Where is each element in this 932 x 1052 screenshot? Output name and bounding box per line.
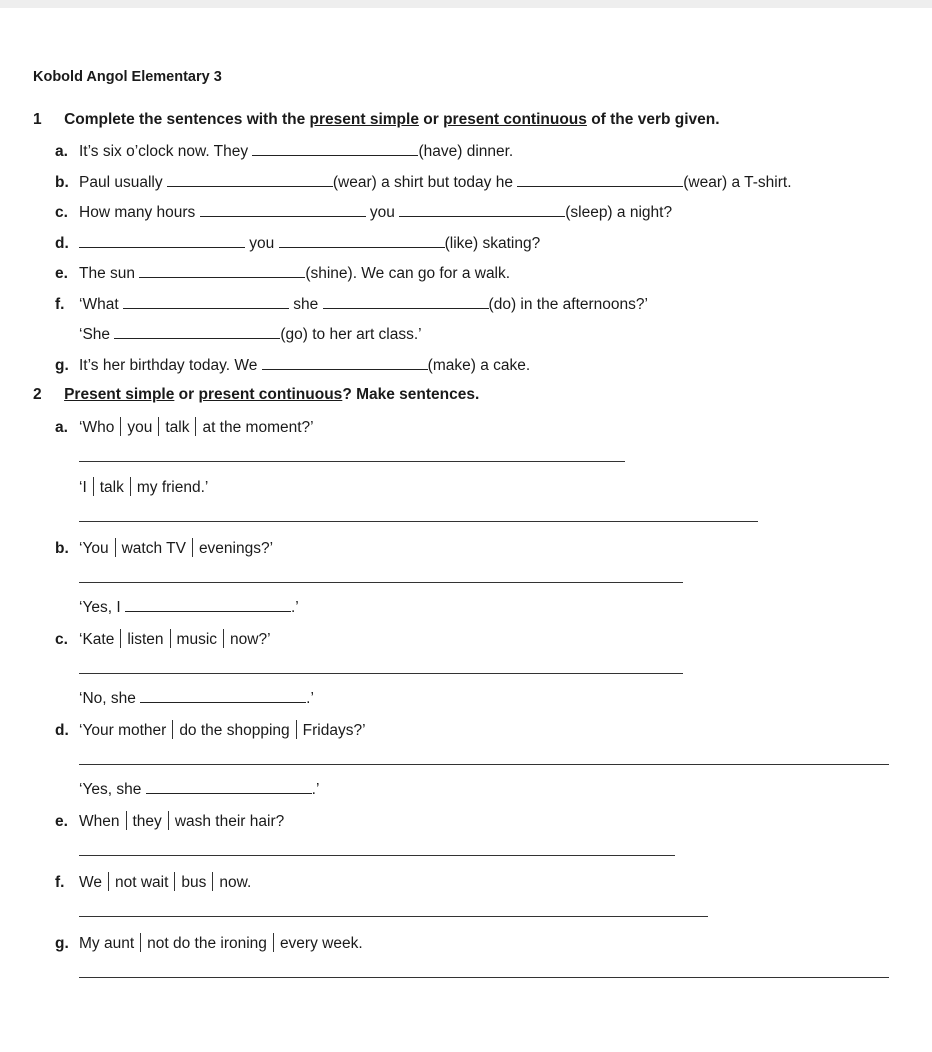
sentence-text: (shine). We can go for a walk. [305,265,511,282]
answer-line[interactable] [79,521,758,522]
word-separator [115,538,116,557]
sentence-text: ‘No, she [79,690,141,707]
sentence-text: .’ [306,690,314,707]
word-separator [296,720,297,739]
word-prompt: talk [99,479,124,496]
exercise-2-instruction-underline-1: Present simple [64,386,175,403]
sentence-text: ‘What [79,296,123,313]
item-label: f. [55,874,65,891]
word-separator [120,629,121,648]
ex1-item-g [55,356,530,375]
ex1-item-a [55,142,513,161]
exercise-2-number: 2 [33,386,42,403]
word-prompt: do the shopping [179,722,290,739]
exercise-1-instruction-underline-2: present continuous [443,111,587,128]
exercise-1-number: 1 [33,111,42,128]
sentence-text: (go) to her art class.’ [280,326,422,343]
sentence-text: It’s her birthday today. We [79,357,262,374]
word-separator [130,477,131,496]
sentence-text: ‘Yes, I [79,599,125,616]
sentence-text: ‘Yes, she [79,781,146,798]
word-prompt: ‘You [79,540,109,557]
sentence-text: ‘She [79,326,115,343]
item-label: c. [55,204,68,221]
answer-blank[interactable] [399,203,565,217]
ex1-item-b [55,173,792,192]
word-prompt: music [176,631,218,648]
sentence-text: you [365,204,400,221]
answer-blank[interactable] [279,234,445,248]
ex1-item-c [55,203,672,222]
sentence-text: How many hours [79,204,200,221]
word-separator [168,811,169,830]
sentence-text: It’s six o’clock now. They [79,143,253,160]
word-prompt: bus [181,874,207,891]
word-prompt: ‘Who [79,419,115,436]
exercise-1-instruction-post: of the verb given. [586,111,720,128]
ex1-item-d [55,234,540,253]
answer-line[interactable] [79,582,683,583]
document-title: Kobold Angol Elementary 3 [33,69,222,85]
ex1-item-f [55,295,648,314]
ex2-item-a-response [79,477,208,497]
exercise-1-instruction-underline-1: present simple [309,111,419,128]
sentence-text: (do) in the afternoons?’ [488,296,648,313]
ex1-item-f-response [79,325,422,344]
word-separator [212,872,213,891]
word-separator [158,417,159,436]
word-prompt: ‘Kate [79,631,115,648]
word-prompt: Fridays?’ [302,722,366,739]
word-separator [174,872,175,891]
item-label: a. [55,419,68,436]
exercise-1-instruction-pre: Complete the sentences with the [64,111,310,128]
answer-blank[interactable] [262,356,428,370]
ex1-item-e [55,264,510,283]
answer-blank[interactable] [517,173,683,187]
word-prompt: evenings?’ [198,540,274,557]
ex2-item-b [55,538,273,558]
item-label: a. [55,143,68,160]
word-prompt: My aunt [79,935,135,952]
ex2-item-d [55,720,366,740]
answer-blank[interactable] [323,295,489,309]
sentence-text: (wear) a T-shirt. [683,174,792,191]
item-label: e. [55,265,68,282]
word-prompt: you [127,419,153,436]
answer-blank[interactable] [252,142,418,156]
word-prompt: they [132,813,162,830]
word-separator [93,477,94,496]
word-separator [223,629,224,648]
word-separator [170,629,171,648]
word-separator [120,417,121,436]
exercise-2-instruction-mid: or [174,386,199,403]
answer-blank[interactable] [123,295,289,309]
word-prompt: now. [219,874,252,891]
word-prompt: ‘I [79,479,87,496]
ex2-item-g [55,933,363,953]
sentence-text: she [288,296,323,313]
item-label: f. [55,296,65,313]
answer-blank[interactable] [139,264,305,278]
ex2-item-d-response [79,780,319,799]
sentence-text: (like) skating? [444,235,541,252]
word-prompt: When [79,813,120,830]
sentence-text: you [245,235,279,252]
answer-line[interactable] [79,916,708,917]
answer-blank[interactable] [125,598,291,612]
word-separator [172,720,173,739]
exercise-2-heading [33,386,479,404]
word-separator [273,933,274,952]
sentence-text: (have) dinner. [418,143,514,160]
word-prompt: now?’ [230,631,271,648]
word-prompt: listen [127,631,164,648]
ex2-item-a [55,417,314,437]
word-prompt: not do the ironing [147,935,267,952]
sentence-text: .’ [290,599,299,616]
item-label: b. [55,540,69,557]
item-label: g. [55,357,69,374]
sentence-text: (sleep) a night? [565,204,673,221]
exercise-2-instruction-post: ? Make sentences. [342,386,480,403]
answer-line[interactable] [79,764,889,765]
answer-line[interactable] [79,673,683,674]
ex2-item-e [55,811,284,831]
word-prompt: my friend.’ [136,479,209,496]
word-separator [140,933,141,952]
item-label: d. [55,235,69,252]
sentence-text: .’ [311,781,320,798]
sentence-text: (make) a cake. [427,357,531,374]
ex2-item-c [55,629,271,649]
sentence-text: Paul usually [79,174,167,191]
answer-line[interactable] [79,977,889,978]
answer-line[interactable] [79,461,625,462]
item-label: g. [55,935,69,952]
answer-blank[interactable] [200,203,366,217]
answer-line[interactable] [79,855,675,856]
ex2-item-f [55,872,251,892]
answer-blank[interactable] [146,780,312,794]
item-label: b. [55,174,69,191]
exercise-1-instruction-mid: or [418,111,444,128]
sentence-text: (wear) a shirt but today he [332,174,518,191]
word-prompt: talk [165,419,190,436]
ex2-item-b-response [79,598,299,617]
answer-blank[interactable] [114,325,280,339]
answer-blank[interactable] [140,689,306,703]
word-prompt: wash their hair? [174,813,285,830]
ex2-item-c-response [79,689,314,708]
word-prompt: every week. [279,935,363,952]
item-label: e. [55,813,68,830]
word-separator [126,811,127,830]
word-separator [195,417,196,436]
answer-blank[interactable] [79,234,245,248]
item-label: d. [55,722,69,739]
sentence-text: The sun [79,265,140,282]
answer-blank[interactable] [167,173,333,187]
exercise-2-instruction-underline-2: present continuous [198,386,343,403]
word-prompt: watch TV [121,540,186,557]
word-separator [108,872,109,891]
item-label: c. [55,631,68,648]
word-prompt: ‘Your mother [79,722,167,739]
word-prompt: not wait [114,874,169,891]
word-prompt: at the moment?’ [202,419,314,436]
word-separator [192,538,193,557]
word-prompt: We [79,874,102,891]
exercise-1-heading [33,111,720,129]
top-border-strip [0,0,932,8]
